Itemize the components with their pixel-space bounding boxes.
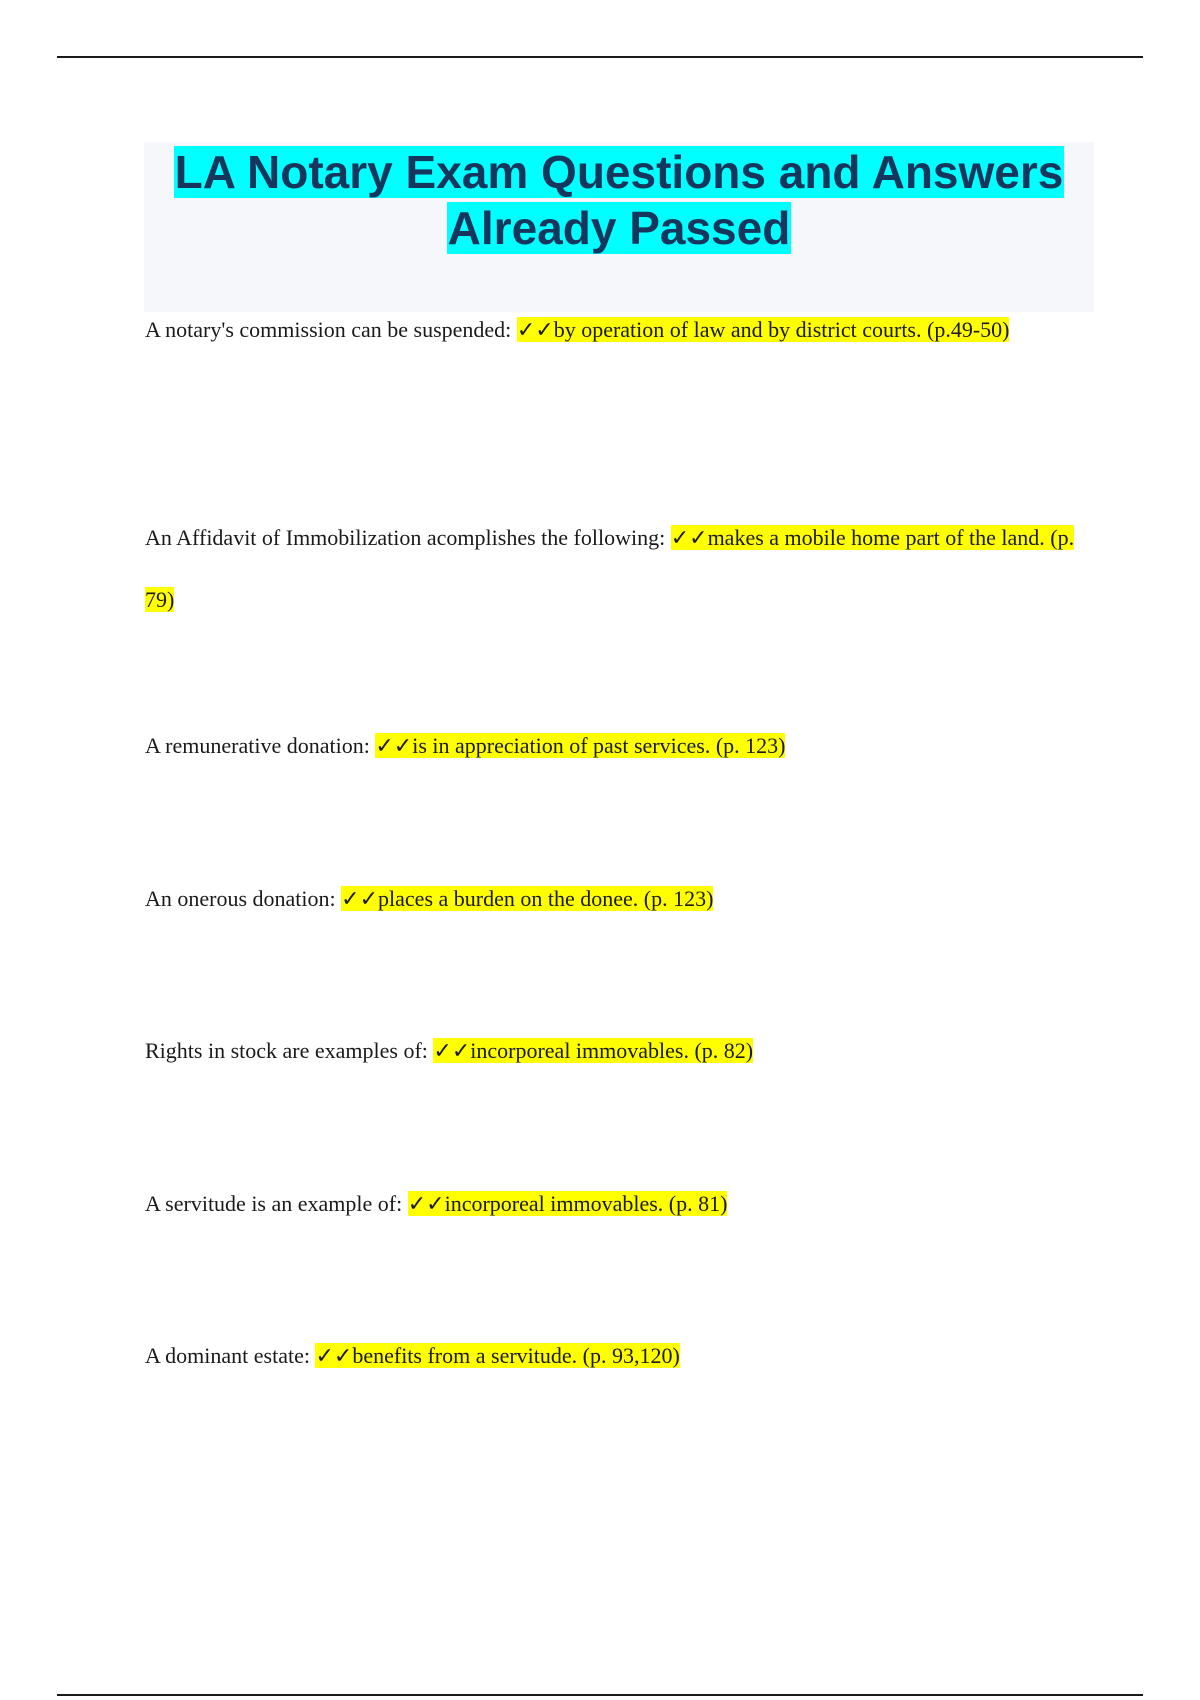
answer-text: makes a mobile home part of the land. (p. 79) [145,525,1075,612]
answer-highlight [315,1343,679,1368]
answer-text: is in appreciation of past services. (p. 123) [412,733,786,758]
question-text: Rights in stock are examples of: [145,1038,434,1063]
title-block [144,142,1094,312]
question-text: A remunerative donation: [145,733,376,758]
check-mark-icon: ✓✓ [407,1192,445,1217]
check-mark-icon: ✓✓ [375,734,413,759]
answer-text: places a burden on the donee. (p. 123) [378,886,714,911]
check-mark-icon: ✓✓ [341,887,379,912]
check-mark-icon: ✓✓ [670,526,708,551]
check-mark-icon: ✓✓ [433,1039,471,1064]
title-line-2: Already Passed [447,202,791,254]
question-text: A dominant estate: [145,1343,316,1368]
qa-item-4 [145,868,1085,930]
answer-highlight [375,733,785,758]
qa-item-2 [145,507,1085,630]
check-mark-icon: ✓✓ [315,1344,353,1369]
answer-highlight [517,317,1010,342]
page-title [144,142,1094,256]
question-text: A notary's commission can be suspended: [145,317,517,342]
answer-highlight [341,886,713,911]
answer-highlight [433,1038,753,1063]
answer-text: incorporeal immovables. (p. 82) [470,1038,754,1063]
question-text: An Affidavit of Immobilization acomplishes the following: [145,525,671,550]
qa-item-1 [145,299,1085,361]
answer-text: incorporeal immovables. (p. 81) [444,1191,728,1216]
qa-item-7 [145,1325,1085,1387]
answer-text: by operation of law and by district courts. (p.49-50) [553,317,1010,342]
question-text: A servitude is an example of: [145,1191,408,1216]
qa-item-3 [145,715,1085,777]
qa-item-6 [145,1173,1085,1235]
qa-item-5 [145,1020,1085,1082]
title-line-1: LA Notary Exam Questions and Answers [174,146,1064,198]
answer-text: benefits from a servitude. (p. 93,120) [352,1343,680,1368]
question-text: An onerous donation: [145,886,342,911]
top-rule [57,56,1143,58]
check-mark-icon: ✓✓ [516,318,554,343]
bottom-rule [57,1694,1143,1696]
answer-highlight [408,1191,728,1216]
